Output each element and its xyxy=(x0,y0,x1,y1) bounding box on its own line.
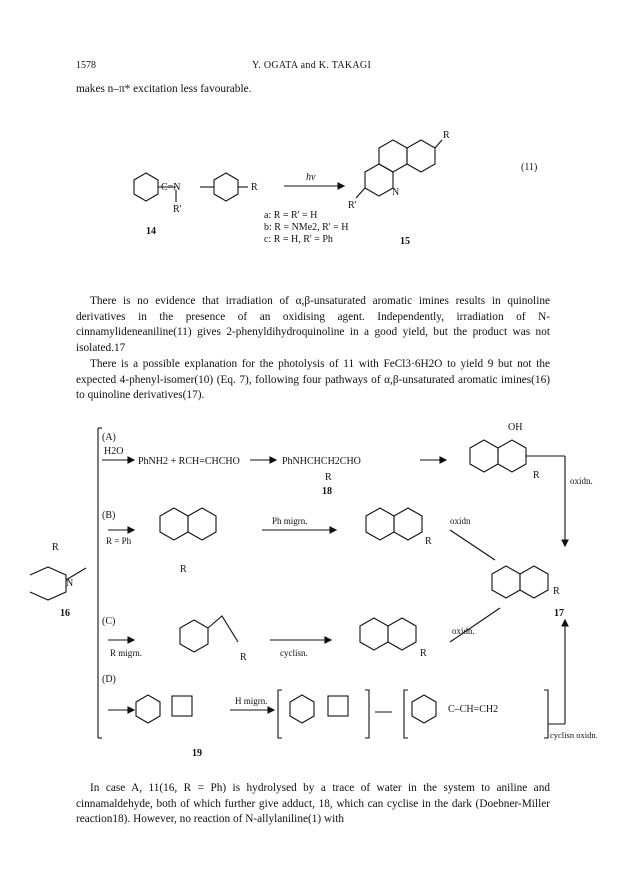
hv-label: hv xyxy=(306,172,316,183)
oxidn-A: oxidn. xyxy=(570,476,593,486)
subst-b: b: R = NMe2, R' = H xyxy=(264,222,349,233)
product-A: PhNHCHCH2CHO xyxy=(282,456,361,467)
subst-a: a: R = R' = H xyxy=(264,210,318,221)
svg-text:R: R xyxy=(240,652,247,663)
paragraph-2: There is a possible explanation for the photolysis of 11 with FeCl3·6H2O to yield 9 but not the expected 4-phenyl-isomer(10) (Eq. 7), following four pathways of α,β-unsaturated aromatic imines(16) to quinoline derivatives(17). xyxy=(76,358,550,402)
ph-migrn: Ph migrn. xyxy=(272,516,308,526)
oh: OH xyxy=(508,422,523,433)
r-prime: R' xyxy=(173,204,182,215)
cyclisn-oxidn: cyclisn oxidn. xyxy=(550,730,598,740)
oxidn-B: oxidn xyxy=(450,516,471,526)
cyclisn: cyclisn. xyxy=(280,648,308,658)
label-D: (D) xyxy=(102,674,116,685)
label-C: (C) xyxy=(102,616,116,627)
ch-ch2: C–CH=CH2 xyxy=(448,704,499,715)
svg-text:R: R xyxy=(533,470,540,481)
r-ph: R = Ph xyxy=(106,536,132,546)
compound-19: 19 xyxy=(192,748,202,759)
eq-number: (11) xyxy=(521,162,538,173)
svg-text:R: R xyxy=(52,542,59,553)
r-sub-2: R xyxy=(443,130,450,141)
label-A: (A) xyxy=(102,432,116,443)
h-migrn: H migrn. xyxy=(235,696,268,706)
compound-14: 14 xyxy=(146,226,156,237)
svg-text:N: N xyxy=(392,187,400,198)
r-migrn: R migrn. xyxy=(110,648,143,658)
label-B: (B) xyxy=(102,510,116,521)
running-title: Y. OGATA and K. TAKAGI xyxy=(252,60,372,71)
paragraph-1: There is no evidence that irradiation of α,β-unsaturated aromatic imines results in quinoline derivatives in the presence of an oxidising agent. Independently, irradiation of N-cinnamylideneaniline(11) gives 2-phenyldihydroquinoline in a good yield, but the product was not isolated.17 xyxy=(76,295,550,354)
page-number: 1578 xyxy=(76,60,96,71)
scheme-11 xyxy=(76,120,556,280)
svg-text:R: R xyxy=(420,648,427,659)
r-sub: R xyxy=(251,182,258,193)
svg-text:N: N xyxy=(66,578,74,589)
oxidn-C: oxidn. xyxy=(452,626,475,636)
imine-label: C=N xyxy=(161,182,181,193)
pathway-scheme xyxy=(30,420,598,760)
compound-16: 16 xyxy=(60,608,70,619)
h2o: H2O xyxy=(104,446,124,457)
svg-text:R: R xyxy=(425,536,432,547)
r-prime-2: R' xyxy=(348,200,357,211)
svg-text:R: R xyxy=(180,564,187,575)
compound-17: 17 xyxy=(554,608,564,619)
compound-15: 15 xyxy=(400,236,410,247)
svg-text:R: R xyxy=(325,472,332,483)
compound-18: 18 xyxy=(322,486,332,497)
svg-text:R: R xyxy=(553,586,560,597)
intro-line: makes n–π* excitation less favourable. xyxy=(76,83,252,95)
subst-c: c: R = H, R' = Ph xyxy=(264,234,333,245)
paragraph-3: In case A, 11(16, R = Ph) is hydrolysed by a trace of water in the system to aniline and cinnamaldehyde, both of which further give adduct, 18, which can cyclise in the dark (Doebner-Miller reaction18). However, no reaction of N-allylaniline(1) with xyxy=(76,782,550,826)
reaction-A: PhNH2 + RCH=CHCHO xyxy=(138,456,240,467)
